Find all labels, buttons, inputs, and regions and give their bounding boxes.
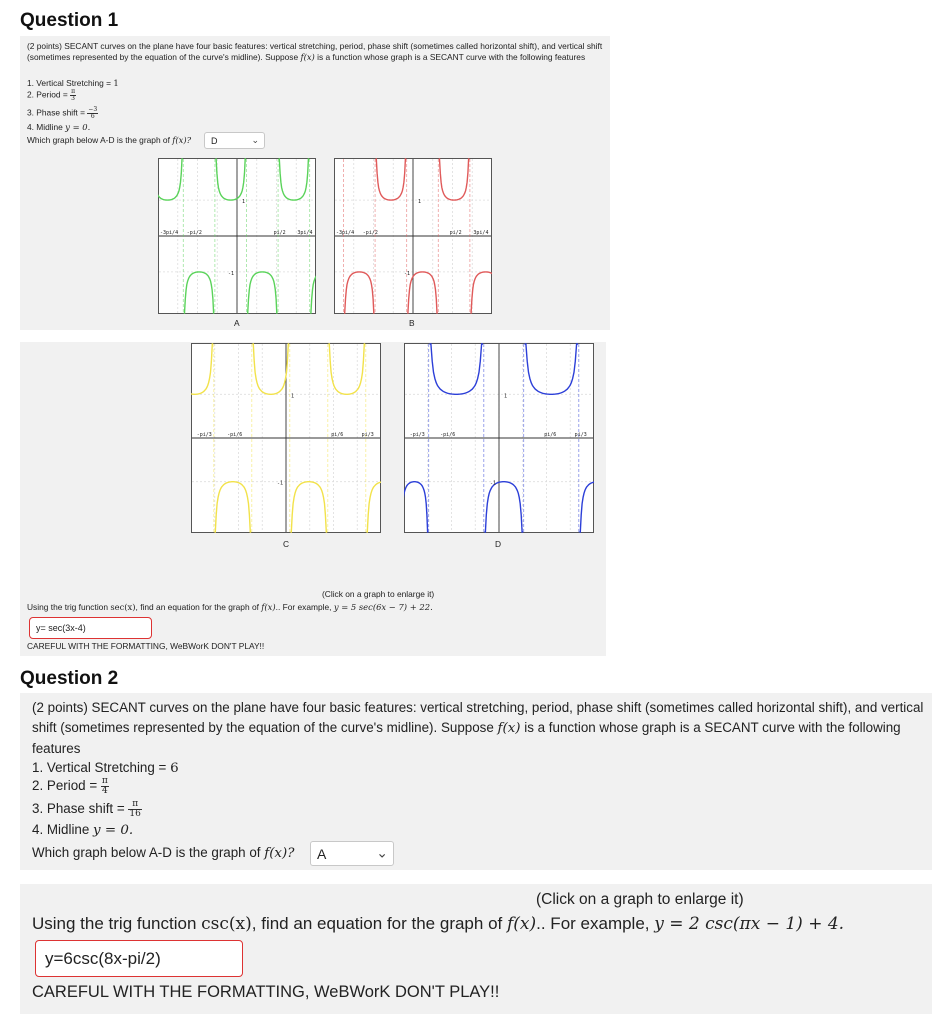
- x-tick-label: -pi/2: [186, 230, 202, 236]
- x-tick-label: pi/6: [331, 432, 344, 438]
- x-tick-label: pi/3: [361, 432, 374, 438]
- q1-feature-2: 2. Period = $\frac{\pi}{3}$: [27, 88, 76, 102]
- q1-click-hint: (Click on a graph to enlarge it): [322, 589, 435, 599]
- x-tick-label: pi/6: [544, 432, 557, 438]
- q2-selected-value: A: [317, 845, 327, 862]
- chevron-down-icon: ⌄: [251, 134, 259, 145]
- q1-using-text: Using the trig function sec(x), find an equation for the graph of f(x).. For example, y = 5 sec(6x − 7) + 22.: [27, 602, 433, 612]
- q1-intro: (2 points) SECANT curves on the plane have four basic features: vertical stretching, period, phase shift (sometimes called horizontal shift), and vertical shift (sometimes represented by the equation of the curve's midline). Suppose f(x) is a function whose graph is a SECANT curve with the following features: [27, 41, 603, 63]
- q1-answer-input[interactable]: [29, 617, 152, 639]
- graph-b[interactable]: [334, 158, 492, 314]
- y-tick-label: -1: [490, 480, 497, 487]
- y-tick-label: 1: [291, 393, 295, 400]
- q2-using-text: Using the trig function csc(x), find an equation for the graph of f(x).. For example, y = 2 csc(πx − 1) + 4.: [32, 914, 845, 934]
- x-tick-label: -pi/3: [409, 432, 425, 438]
- question-2-title: Question 2: [20, 668, 119, 689]
- graph-d-label: D: [495, 539, 502, 549]
- y-tick-label: -1: [404, 270, 411, 277]
- q1-which: Which graph below A-D is the graph of f(x)?: [27, 135, 192, 145]
- q2-graph-select[interactable]: [310, 841, 394, 866]
- x-tick-label: -pi/6: [440, 432, 456, 438]
- q1-feature-1: 1. Vertical Stretching = 1: [27, 78, 119, 88]
- q2-feature-3: 3. Phase shift = $\frac{\pi}{16}$: [32, 798, 141, 819]
- x-tick-label: -pi/2: [362, 230, 378, 236]
- q1-answer-value: y= sec(3x-4): [36, 623, 86, 633]
- x-tick-label: pi/2: [273, 230, 286, 236]
- graph-a-label: A: [234, 318, 240, 328]
- q1-selected-value: D: [211, 135, 218, 146]
- x-tick-label: -pi/6: [227, 432, 243, 438]
- y-tick-label: 1: [418, 199, 422, 206]
- q1-feature-4: 4. Midline y = 0.: [27, 122, 91, 132]
- q1-graph-select[interactable]: [204, 132, 265, 149]
- q2-answer-value: y=6csc(8x-pi/2): [45, 948, 161, 968]
- x-tick-label: -3pi/4: [160, 230, 179, 236]
- x-tick-label: -pi/3: [196, 432, 212, 438]
- q1-careful-note: CAREFUL WITH THE FORMATTING, WeBWorK DON'T PLAY!!: [27, 641, 265, 651]
- graph-a[interactable]: [158, 158, 316, 314]
- q2-which: Which graph below A-D is the graph of f(x)?: [32, 845, 295, 861]
- q2-feature-1: 1. Vertical Stretching = 6: [32, 760, 179, 776]
- y-tick-label: -1: [228, 270, 235, 277]
- graph-c[interactable]: [191, 343, 381, 533]
- x-tick-label: pi/2: [449, 230, 462, 236]
- graph-c-label: C: [283, 539, 290, 549]
- q2-intro: (2 points) SECANT curves on the plane have four basic features: vertical stretching, period, phase shift (sometimes called horizontal shift), and vertical shift (sometimes represented by the equation of the curve's midline). Suppose f(x) is a function whose graph is a SECANT curve with the following features: [32, 700, 924, 756]
- y-tick-label: 1: [242, 199, 246, 206]
- x-tick-label: pi/3: [574, 432, 587, 438]
- q2-careful-note: CAREFUL WITH THE FORMATTING, WeBWorK DON'T PLAY!!: [32, 983, 500, 1001]
- x-tick-label: -3pi/4: [336, 230, 355, 236]
- q2-feature-2: 2. Period = $\frac{\pi}{4}$: [32, 775, 108, 796]
- x-tick-label: 3pi/4: [473, 230, 489, 236]
- y-tick-label: 1: [504, 393, 508, 400]
- y-tick-label: -1: [277, 480, 284, 487]
- q1-feature-3: 3. Phase shift = $\frac{-3}{6}$: [27, 106, 98, 120]
- q2-click-hint: (Click on a graph to enlarge it): [536, 891, 744, 908]
- graph-b-label: B: [409, 318, 415, 328]
- q2-feature-4: 4. Midline y = 0.: [32, 822, 134, 838]
- chevron-down-icon: ⌄: [376, 844, 388, 861]
- graph-d[interactable]: [404, 343, 594, 533]
- question-1-title: Question 1: [20, 10, 119, 31]
- q2-answer-input[interactable]: [35, 940, 243, 977]
- x-tick-label: 3pi/4: [297, 230, 313, 236]
